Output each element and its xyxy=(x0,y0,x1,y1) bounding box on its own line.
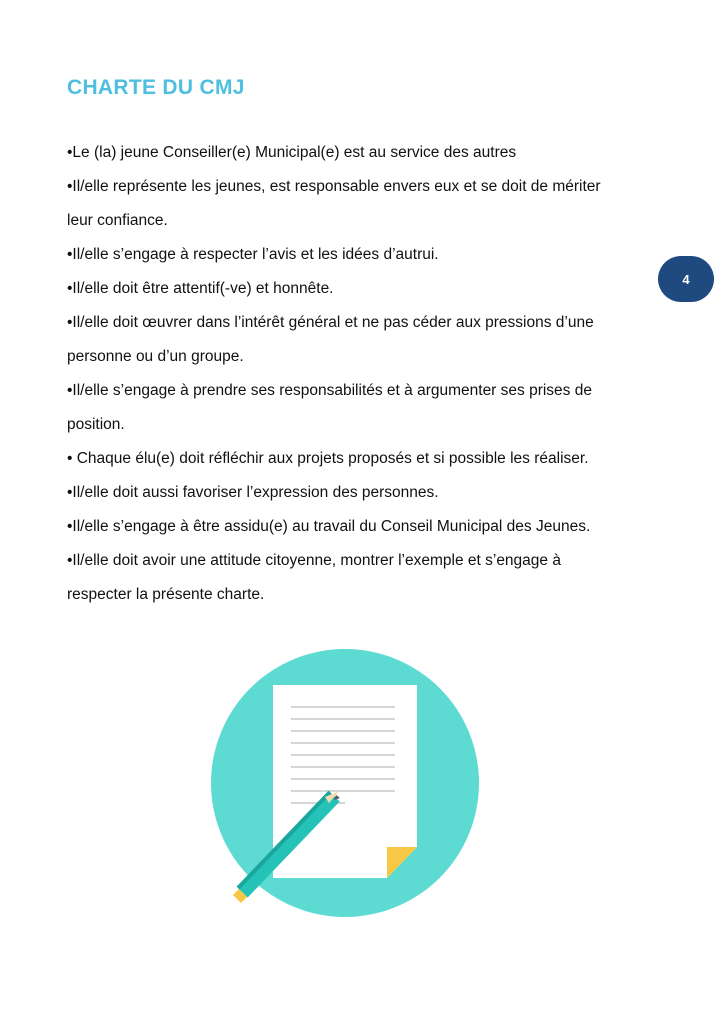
charter-line: •Il/elle s’engage à respecter l’avis et les idées d’autrui. xyxy=(67,246,439,263)
charter-line: •Le (la) jeune Conseiller(e) Municipal(e) est au service des autres xyxy=(67,144,517,161)
charter-line: personne ou d’un groupe. xyxy=(67,348,244,365)
charter-line: •Il/elle doit avoir une attitude citoyenne, montrer l’exemple et s’engage à xyxy=(67,552,561,569)
page-number-badge: 4 xyxy=(658,256,714,302)
page-title: CHARTE DU CMJ xyxy=(67,76,245,99)
document-illustration xyxy=(205,645,485,930)
charter-line: • Chaque élu(e) doit réfléchir aux projets proposés et si possible les réaliser. xyxy=(67,450,589,467)
charter-line: •Il/elle doit œuvrer dans l’intérêt général et ne pas céder aux pressions d’une xyxy=(67,314,594,331)
charter-line: •Il/elle doit être attentif(-ve) et honnête. xyxy=(67,280,334,297)
charter-line: •Il/elle s’engage à prendre ses responsabilités et à argumenter ses prises de xyxy=(67,382,592,399)
charter-line: respecter la présente charte. xyxy=(67,586,265,603)
charter-line: •Il/elle représente les jeunes, est responsable envers eux et se doit de mériter xyxy=(67,178,601,195)
charter-line: •Il/elle s’engage à être assidu(e) au travail du Conseil Municipal des Jeunes. xyxy=(67,518,591,535)
charter-text xyxy=(67,140,667,616)
paper-document-icon xyxy=(273,685,417,878)
charter-line: •Il/elle doit aussi favoriser l’expression des personnes. xyxy=(67,484,439,501)
charter-line: leur confiance. xyxy=(67,212,168,229)
charter-line: position. xyxy=(67,416,125,433)
